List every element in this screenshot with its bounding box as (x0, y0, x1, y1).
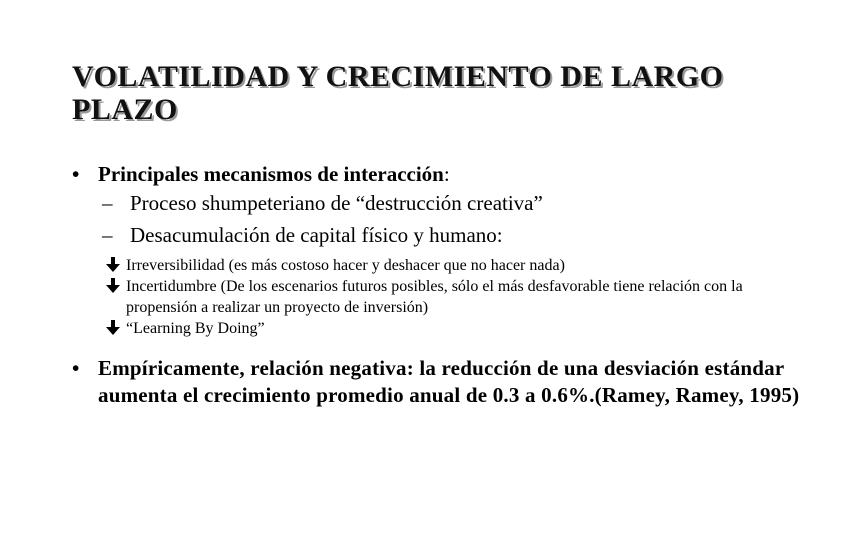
sub-item-text: Proceso shumpeteriano de “destrucción creativa” (130, 191, 543, 215)
subsub-item-text: Incertidumbre (De los escenarios futuros posibles, sólo el más desfavorable tiene relación con la propensión a realizar un proyecto de inversión) (126, 278, 743, 316)
sub-item (102, 219, 812, 251)
bullet-empirical (72, 355, 812, 409)
bullet-marker: • (72, 356, 80, 380)
subsub-item (106, 276, 812, 318)
sub-item-text: Desacumulación de capital físico y humano: (130, 223, 503, 247)
arrow-down-icon (106, 257, 126, 278)
bullet-text (98, 161, 450, 187)
sub-marker: – (102, 191, 113, 215)
bullet-text-colon: : (443, 162, 450, 186)
bullet-text-main: Principales mecanismos de interacción (98, 162, 444, 186)
sub-marker: – (102, 223, 113, 247)
bullet-marker: • (72, 162, 80, 186)
arrow-down-icon (106, 320, 126, 341)
subsub-list (106, 255, 812, 339)
bullet-mechanisms (72, 161, 812, 339)
arrow-down-icon (106, 278, 126, 320)
subsub-item-text: Irreversibilidad (es más costoso hacer y deshacer que no hacer nada) (126, 257, 565, 274)
slide-title: VOLATILIDAD Y CRECIMIENTO DE LARGO PLAZO (72, 60, 724, 126)
sub-item (102, 187, 812, 219)
bullet-text: Empíricamente, relación negativa: la reducción de una desviación estándar aumenta el crecimiento promedio anual de 0.3 a 0.6%.(Ramey, Ramey, 1995) (98, 356, 800, 407)
subsub-item (106, 318, 812, 339)
bullet-item (72, 161, 812, 187)
subsub-item-text: “Learning By Doing” (126, 320, 265, 337)
bullet-item (72, 355, 812, 409)
subsub-item (106, 255, 812, 276)
